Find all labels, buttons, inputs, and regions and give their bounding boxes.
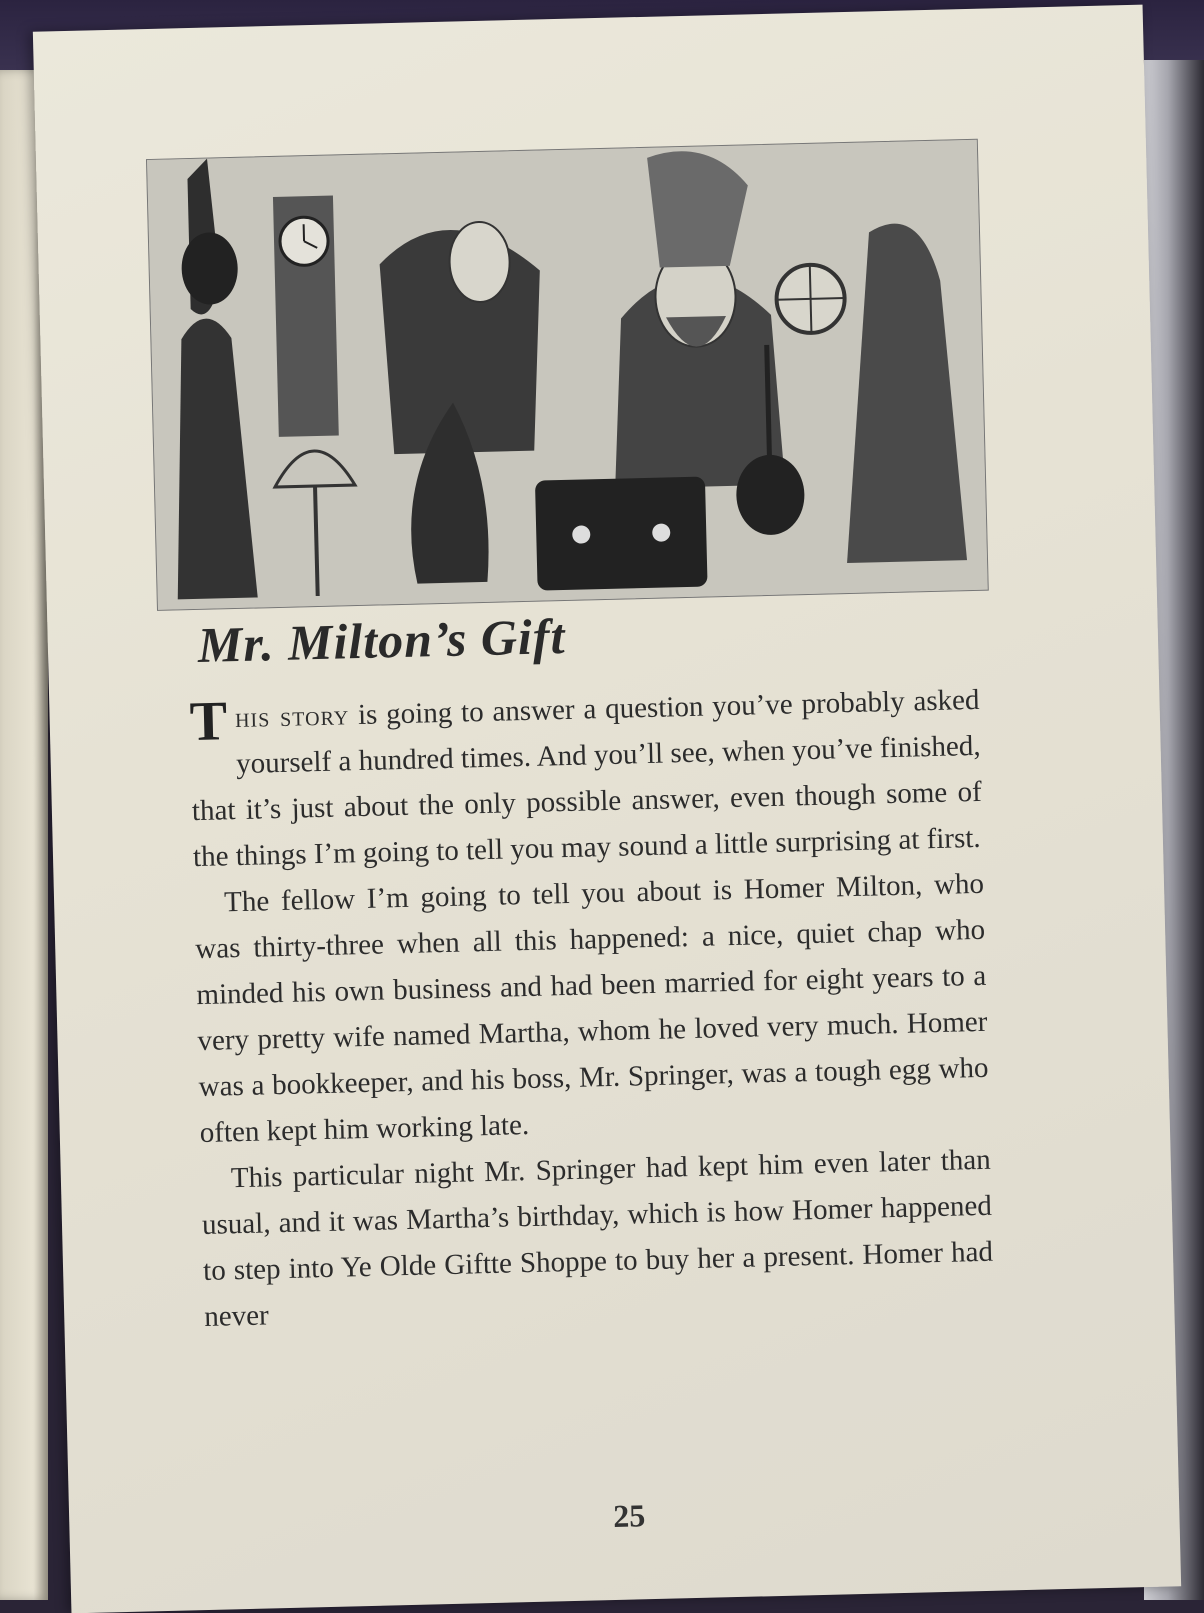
drop-cap: T <box>189 699 227 744</box>
paragraph-3: This particular night Mr. Springer had kept him even later than usual, and it was Martha’s birthday, which is how Homer happened to step into Ye Olde Giftte Shoppe to buy her a present. Homer had never <box>200 1137 994 1340</box>
paragraph-1 <box>189 677 983 880</box>
book-page <box>33 5 1181 1613</box>
paragraph-2: The fellow I’m going to tell you about is Homer Milton, who was thirty-three when all this happened: a nice, quiet chap who minded his own business and had been married for eight years to a very pretty wife named Martha, whom he loved very much. Homer was a bookkeeper, and his boss, Mr. Springer, was a tough egg who often kept him working late. <box>194 861 991 1156</box>
story-text <box>189 677 994 1340</box>
chest-shape <box>535 477 708 591</box>
opening-small-caps: his story <box>235 699 350 734</box>
story-title: Mr. Milton’s Gift <box>197 596 998 674</box>
page-number: 25 <box>589 1497 670 1536</box>
illustration-drawing <box>147 140 988 610</box>
illustration-antique-shop <box>146 139 989 611</box>
page-content <box>33 5 1181 1613</box>
paragraph-1-text: is going to answer a question you’ve probably asked yourself a hundred times. And you’ll see, when you’ve finished, that it’s just about the only possible answer, even though some of the things I’m going to tell you may sound a little surprising at first. <box>192 684 983 873</box>
